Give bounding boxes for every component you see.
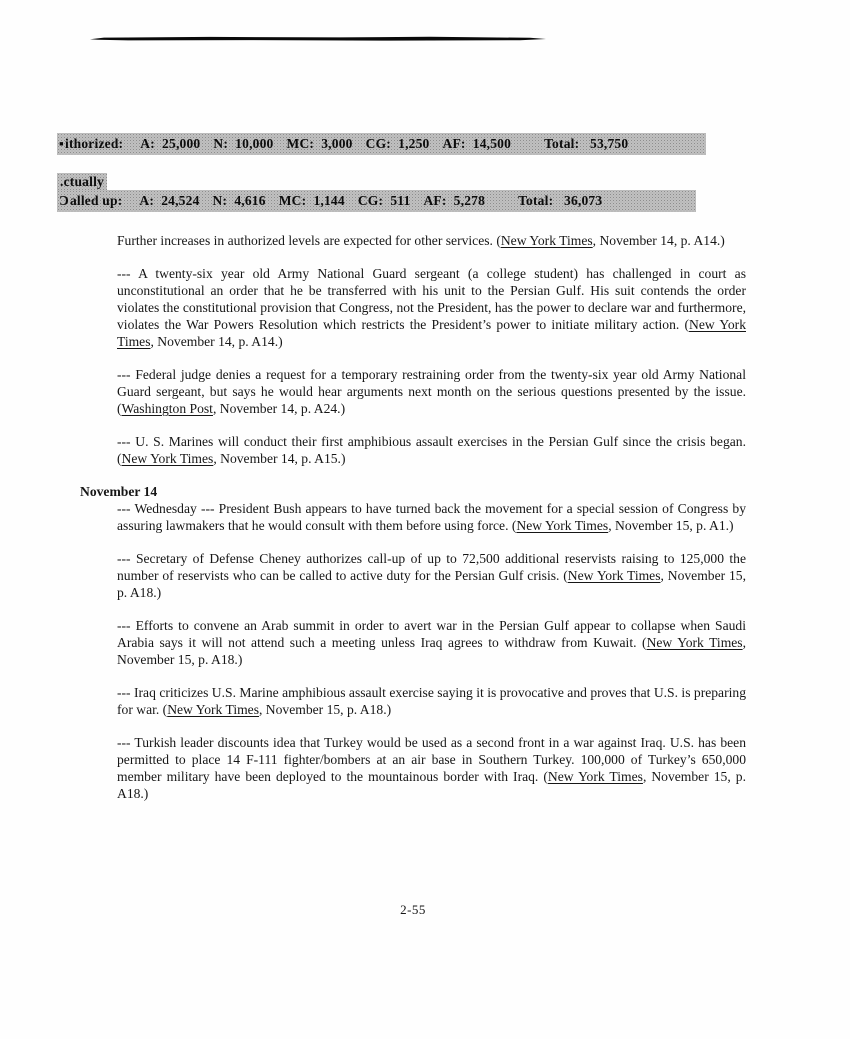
- citation-source: New York Times: [516, 518, 609, 533]
- paragraph-guard-sergeant-lawsuit: [80, 265, 746, 350]
- called-up-army-value: A: 24,524: [139, 193, 200, 208]
- paragraph-iraq-criticizes-exercise: [80, 684, 746, 718]
- text-segment: , November 14, p. A15.): [213, 451, 346, 466]
- text-segment: --- Iraq criticizes U.S. Marine amphibious assault exercise saying it is provocative and proves that U.S. is preparing for war. (: [117, 685, 746, 717]
- text-segment: --- Turkish leader discounts idea that Turkey would be used as a second front in a war against Iraq. U.S. has been permitted to place 14 F-111 fighter/bombers at an air base in Southern Turkey. 100,000 of Turkey’s 650,000 member military have been deployed to the mountainous border with Iraq. (: [117, 735, 746, 784]
- actually-label: .ctually: [60, 173, 104, 189]
- clipped-letter-mark: ▪: [59, 136, 64, 151]
- text-segment: , November 15, p. A18.): [117, 769, 746, 801]
- authorized-strength-row: [57, 133, 706, 155]
- paragraph-cheney-call-up: [80, 550, 746, 601]
- citation-source: New York Times: [547, 769, 643, 784]
- text-segment: --- U. S. Marines will conduct their first amphibious assault exercises in the Persian Gulf since the crisis began. (: [117, 434, 746, 466]
- text-segment: , November 15, p. A18.): [117, 635, 746, 667]
- authorized-label: ithorized:: [65, 136, 124, 151]
- authorized-army-value: A: 25,000: [140, 136, 201, 151]
- citation-source: New York Times: [121, 451, 214, 466]
- citation-source: Washington Post: [121, 401, 213, 416]
- text-segment: --- Wednesday --- President Bush appears to have turned back the movement for a special session of Congress by assuring lawmakers that he would consult with them before using force. (: [117, 501, 746, 533]
- page-number: 2-55: [400, 902, 426, 917]
- called-up-navy-value: N: 4,616: [212, 193, 266, 208]
- called-up-coast-guard-value: CG: 511: [357, 193, 411, 208]
- actually-label-row: [57, 173, 107, 190]
- authorized-coast-guard-value: CG: 1,250: [365, 136, 430, 151]
- paragraph-turkish-leader-discounts: [80, 734, 746, 802]
- called-up-label: alled up:: [69, 193, 123, 208]
- authorized-air-force-value: AF: 14,500: [442, 136, 512, 151]
- text-segment: , November 15, p. A18.): [259, 702, 392, 717]
- text-segment: , November 15, p. A1.): [608, 518, 734, 533]
- text-segment: , November 14, p. A14.): [592, 233, 725, 248]
- scan-artifact-rule: [90, 36, 546, 42]
- text-segment: , November 14, p. A14.): [150, 334, 283, 349]
- citation-source: New York Times: [567, 568, 661, 583]
- paragraph-federal-judge-denies: [80, 366, 746, 417]
- text-segment: --- Efforts to convene an Arab summit in order to avert war in the Persian Gulf appear to collapse when Saudi Arabia says it will not attend such a meeting unless Iraq agrees to withdraw from Kuwait. (: [117, 618, 746, 650]
- paragraph-bush-special-session: [80, 500, 746, 534]
- text-segment: , November 14, p. A24.): [212, 401, 346, 416]
- text-segment: Further increases in authorized levels are expected for other services. (: [117, 233, 501, 248]
- paragraph-marines-amphibious-exercises: [80, 433, 746, 467]
- paragraph-arab-summit-collapse: [80, 617, 746, 668]
- text-segment: --- A twenty-six year old Army National Guard sergeant (a college student) has challenged in court as unconstitutional an order that he be transferred with his unit to the Persian Gulf. His suit contends the order violates the constitutional provision that Congress, not the President, has the power to declare war and furthermore, violates the War Powers Resolution which restricts the President’s power to initiate military action. (: [117, 266, 746, 332]
- section-heading-november-14: November 14: [80, 484, 158, 499]
- called-up-total-value: Total: 36,073: [518, 193, 603, 208]
- called-up-marine-corps-value: MC: 1,144: [278, 193, 345, 208]
- citation-source: New York Times: [117, 317, 746, 349]
- citation-source: New York Times: [500, 233, 593, 248]
- authorized-marine-corps-value: MC: 3,000: [286, 136, 353, 151]
- clipped-letter-mark: Ɔ: [59, 193, 69, 208]
- text-segment: --- Federal judge denies a request for a temporary restraining order from the twenty-six year old Army National Guard sergeant, but says he would hear arguments next month on the serious questions presented by the issue. (: [117, 367, 746, 416]
- text-segment: , November 15, p. A18.): [117, 568, 746, 600]
- called-up-air-force-value: AF: 5,278: [423, 193, 486, 208]
- authorized-total-value: Total: 53,750: [544, 136, 629, 151]
- citation-source: New York Times: [646, 635, 743, 650]
- called-up-strength-row: [57, 190, 696, 212]
- document-body: [80, 232, 746, 818]
- authorized-navy-value: N: 10,000: [213, 136, 274, 151]
- paragraph-further-increases: [80, 232, 746, 249]
- citation-source: New York Times: [167, 702, 259, 717]
- text-segment: --- Secretary of Defense Cheney authorizes call-up of up to 72,500 additional reservists raising to 125,000 the number of reservists who can be called to active duty for the Persian Gulf crisis. (: [117, 551, 746, 583]
